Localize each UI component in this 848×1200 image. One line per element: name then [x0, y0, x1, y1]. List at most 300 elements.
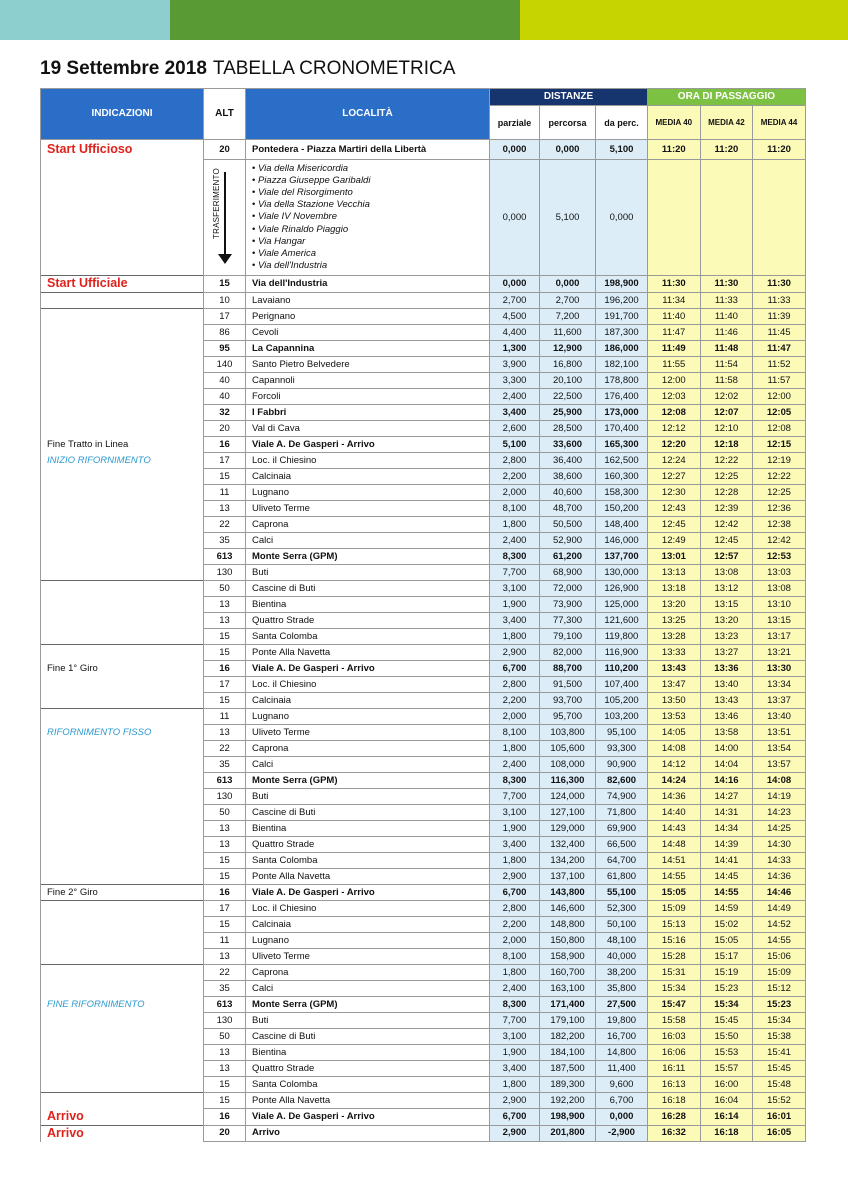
row-indication [41, 965, 204, 981]
row-indication [41, 597, 204, 613]
row-media-42: 14:59 [700, 901, 753, 917]
row-media-40: 14:08 [648, 741, 701, 757]
row-percorsa: 25,900 [540, 405, 596, 421]
row-parziale: 4,400 [490, 325, 540, 341]
row-percorsa: 124,000 [540, 789, 596, 805]
row-parziale: 2,900 [490, 645, 540, 661]
row-location: Quattro Strade [246, 837, 490, 853]
row-parziale: 6,700 [490, 1109, 540, 1126]
table-row [41, 693, 806, 709]
row-media-44: 11:20 [753, 140, 806, 160]
row-alt: 16 [204, 437, 246, 453]
row-percorsa: 179,100 [540, 1013, 596, 1029]
row-media-40: 12:43 [648, 501, 701, 517]
indication-label: Fine 2° Giro [47, 886, 98, 898]
row-parziale: 3,400 [490, 837, 540, 853]
row-media-44: 11:45 [753, 325, 806, 341]
row-media-40: 13:53 [648, 709, 701, 725]
table-row [41, 725, 806, 741]
table-row [41, 917, 806, 933]
row-alt: 13 [204, 613, 246, 629]
table-row [41, 645, 806, 661]
row-parziale: 1,800 [490, 629, 540, 645]
row-alt: 50 [204, 581, 246, 597]
row-alt: 15 [204, 869, 246, 885]
street-list [252, 163, 486, 273]
row-media-44: 13:34 [753, 677, 806, 693]
row-location: Loc. il Chiesino [246, 677, 490, 693]
row-indication [41, 1109, 204, 1126]
row-media-42: 15:19 [700, 965, 753, 981]
row-media-44: 14:30 [753, 837, 806, 853]
row-media-40: 16:18 [648, 1093, 701, 1109]
row-location: Caprona [246, 741, 490, 757]
row-indication [41, 341, 204, 357]
row-parziale: 6,700 [490, 885, 540, 901]
row-location: Caprona [246, 517, 490, 533]
row-media-44 [753, 160, 806, 276]
row-indication [41, 949, 204, 965]
row-location: Loc. il Chiesino [246, 453, 490, 469]
row-media-40: 13:25 [648, 613, 701, 629]
row-percorsa: 0,000 [540, 276, 596, 293]
row-indication [41, 581, 204, 597]
row-parziale: 6,700 [490, 661, 540, 677]
row-media-44: 11:30 [753, 276, 806, 293]
row-media-40: 13:33 [648, 645, 701, 661]
row-media-40: 13:18 [648, 581, 701, 597]
row-percorsa: 33,600 [540, 437, 596, 453]
table-row [41, 549, 806, 565]
row-indication [41, 853, 204, 869]
row-media-44: 14:49 [753, 901, 806, 917]
row-media-40: 16:03 [648, 1029, 701, 1045]
row-media-42: 11:33 [700, 293, 753, 309]
row-alt: 20 [204, 421, 246, 437]
row-percorsa: 171,400 [540, 997, 596, 1013]
table-row [41, 437, 806, 453]
indication-label: INIZIO RIFORNIMENTO [47, 454, 151, 466]
row-da-perc: 116,900 [596, 645, 648, 661]
row-location: Calcinaia [246, 693, 490, 709]
row-media-40 [648, 160, 701, 276]
row-percorsa: 48,700 [540, 501, 596, 517]
row-media-44: 13:57 [753, 757, 806, 773]
top-bar-green-segment [170, 0, 520, 40]
row-indication [41, 373, 204, 389]
row-indication [41, 1029, 204, 1045]
row-media-44: 11:33 [753, 293, 806, 309]
row-alt: 20 [204, 140, 246, 160]
row-location: Ponte Alla Navetta [246, 645, 490, 661]
row-media-44: 15:52 [753, 1093, 806, 1109]
row-media-42: 14:45 [700, 869, 753, 885]
row-parziale: 2,900 [490, 1093, 540, 1109]
row-media-42: 15:57 [700, 1061, 753, 1077]
table-row [41, 789, 806, 805]
row-parziale: 8,100 [490, 725, 540, 741]
row-location: Buti [246, 565, 490, 581]
row-parziale: 1,800 [490, 853, 540, 869]
row-location: Monte Serra (GPM) [246, 997, 490, 1013]
row-parziale: 7,700 [490, 789, 540, 805]
row-media-42: 15:17 [700, 949, 753, 965]
row-parziale: 2,000 [490, 485, 540, 501]
row-alt: 13 [204, 725, 246, 741]
row-percorsa: 95,700 [540, 709, 596, 725]
row-parziale: 3,900 [490, 357, 540, 373]
table-row [41, 1061, 806, 1077]
header-alt: ALT [204, 89, 246, 140]
row-percorsa: 79,100 [540, 629, 596, 645]
row-percorsa: 93,700 [540, 693, 596, 709]
row-parziale: 2,400 [490, 981, 540, 997]
table-row-trasferimento [41, 160, 806, 276]
row-da-perc: 40,000 [596, 949, 648, 965]
row-da-perc: 61,800 [596, 869, 648, 885]
row-location: Cascine di Buti [246, 1029, 490, 1045]
indication-label: Fine 1° Giro [47, 662, 98, 674]
row-media-44: 13:37 [753, 693, 806, 709]
row-media-44: 16:01 [753, 1109, 806, 1126]
top-bar-teal-segment [0, 0, 170, 40]
row-media-44: 12:22 [753, 469, 806, 485]
row-percorsa: 116,300 [540, 773, 596, 789]
row-alt: 22 [204, 517, 246, 533]
row-alt: 130 [204, 789, 246, 805]
row-location: Bientina [246, 821, 490, 837]
row-location: Cascine di Buti [246, 805, 490, 821]
row-percorsa: 36,400 [540, 453, 596, 469]
row-alt: 13 [204, 501, 246, 517]
row-parziale: 1,900 [490, 1045, 540, 1061]
row-location: Santa Colomba [246, 629, 490, 645]
row-parziale: 2,200 [490, 917, 540, 933]
row-parziale: 3,300 [490, 373, 540, 389]
row-parziale: 0,000 [490, 140, 540, 160]
row-location: Ponte Alla Navetta [246, 869, 490, 885]
row-media-44: 15:23 [753, 997, 806, 1013]
row-alt: 130 [204, 1013, 246, 1029]
row-indication [41, 1013, 204, 1029]
row-percorsa: 61,200 [540, 549, 596, 565]
row-indication [41, 357, 204, 373]
row-media-42: 13:27 [700, 645, 753, 661]
row-media-40: 15:58 [648, 1013, 701, 1029]
table-row [41, 293, 806, 309]
row-location: Quattro Strade [246, 1061, 490, 1077]
table-row [41, 373, 806, 389]
row-parziale: 2,800 [490, 453, 540, 469]
row-location: Calcinaia [246, 917, 490, 933]
row-location: Calcinaia [246, 469, 490, 485]
row-indication [41, 469, 204, 485]
row-da-perc: 119,800 [596, 629, 648, 645]
table-row [41, 837, 806, 853]
header-media-42: MEDIA 42 [700, 106, 753, 140]
indication-label: Fine Tratto in Linea [47, 438, 129, 450]
row-percorsa: 22,500 [540, 389, 596, 405]
row-indication [41, 629, 204, 645]
row-indication [41, 485, 204, 501]
row-media-42: 14:00 [700, 741, 753, 757]
row-da-perc: 0,000 [596, 160, 648, 276]
row-da-perc: 35,800 [596, 981, 648, 997]
row-alt: 11 [204, 485, 246, 501]
row-media-44: 15:12 [753, 981, 806, 997]
row-alt: 86 [204, 325, 246, 341]
table-row [41, 981, 806, 997]
row-media-40: 11:55 [648, 357, 701, 373]
row-media-42: 13:08 [700, 565, 753, 581]
row-media-44: 12:36 [753, 501, 806, 517]
row-percorsa: 77,300 [540, 613, 596, 629]
row-parziale: 2,000 [490, 709, 540, 725]
row-indication [41, 1093, 204, 1109]
row-location: Santo Pietro Belvedere [246, 357, 490, 373]
row-parziale: 2,800 [490, 901, 540, 917]
row-alt: 40 [204, 373, 246, 389]
row-media-40: 13:47 [648, 677, 701, 693]
row-media-40: 11:30 [648, 276, 701, 293]
row-location: Ponte Alla Navetta [246, 1093, 490, 1109]
row-parziale: 1,800 [490, 965, 540, 981]
table-row [41, 821, 806, 837]
row-alt: 13 [204, 1061, 246, 1077]
row-media-44: 12:38 [753, 517, 806, 533]
row-media-42: 11:46 [700, 325, 753, 341]
row-alt: 13 [204, 1045, 246, 1061]
table-row [41, 565, 806, 581]
row-alt: 613 [204, 997, 246, 1013]
row-media-42: 15:50 [700, 1029, 753, 1045]
row-media-44: 12:00 [753, 389, 806, 405]
row-indication [41, 901, 204, 917]
row-media-42: 14:31 [700, 805, 753, 821]
row-media-42 [700, 160, 753, 276]
row-percorsa: 201,800 [540, 1125, 596, 1142]
row-media-40: 13:43 [648, 661, 701, 677]
row-media-44: 13:54 [753, 741, 806, 757]
row-media-44: 13:08 [753, 581, 806, 597]
row-alt: 15 [204, 693, 246, 709]
down-arrow-icon [224, 172, 226, 256]
row-media-42: 15:02 [700, 917, 753, 933]
row-media-40: 14:36 [648, 789, 701, 805]
row-location: Forcoli [246, 389, 490, 405]
table-row [41, 1109, 806, 1126]
row-location: Uliveto Terme [246, 949, 490, 965]
row-media-42: 15:45 [700, 1013, 753, 1029]
row-parziale: 1,300 [490, 341, 540, 357]
row-da-perc: 27,500 [596, 997, 648, 1013]
row-parziale: 2,400 [490, 757, 540, 773]
row-media-40: 15:34 [648, 981, 701, 997]
row-alt: 22 [204, 741, 246, 757]
row-indication [41, 917, 204, 933]
top-color-bar [0, 0, 848, 40]
row-media-42: 13:20 [700, 613, 753, 629]
row-media-40: 13:13 [648, 565, 701, 581]
row-media-40: 11:40 [648, 309, 701, 325]
row-media-42: 12:22 [700, 453, 753, 469]
row-indication [41, 981, 204, 997]
row-alt: 50 [204, 1029, 246, 1045]
row-indication [41, 1045, 204, 1061]
table-row [41, 901, 806, 917]
row-percorsa: 5,100 [540, 160, 596, 276]
row-media-44: 14:19 [753, 789, 806, 805]
row-parziale: 3,400 [490, 613, 540, 629]
row-indication [41, 565, 204, 581]
row-media-42: 15:23 [700, 981, 753, 997]
row-media-40: 15:05 [648, 885, 701, 901]
row-media-40: 15:47 [648, 997, 701, 1013]
row-da-perc: 146,000 [596, 533, 648, 549]
row-media-44: 14:52 [753, 917, 806, 933]
row-alt: 35 [204, 757, 246, 773]
row-indication [41, 933, 204, 949]
row-media-44: 13:15 [753, 613, 806, 629]
row-indication [41, 757, 204, 773]
row-indication [41, 549, 204, 565]
row-media-42: 16:00 [700, 1077, 753, 1093]
row-media-44: 14:08 [753, 773, 806, 789]
row-indication [41, 837, 204, 853]
row-da-perc: 158,300 [596, 485, 648, 501]
row-media-44: 13:40 [753, 709, 806, 725]
row-media-42: 14:39 [700, 837, 753, 853]
row-da-perc: 130,000 [596, 565, 648, 581]
table-row [41, 1029, 806, 1045]
row-alt: 35 [204, 533, 246, 549]
row-parziale: 0,000 [490, 160, 540, 276]
row-percorsa: 40,600 [540, 485, 596, 501]
row-da-perc: 170,400 [596, 421, 648, 437]
row-da-perc: 50,100 [596, 917, 648, 933]
row-media-44: 14:55 [753, 933, 806, 949]
row-location: La Capannina [246, 341, 490, 357]
row-media-40: 12:00 [648, 373, 701, 389]
row-parziale: 2,200 [490, 693, 540, 709]
row-alt: 613 [204, 773, 246, 789]
row-media-42: 12:18 [700, 437, 753, 453]
row-media-40: 12:08 [648, 405, 701, 421]
table-row [41, 1045, 806, 1061]
row-percorsa: 127,100 [540, 805, 596, 821]
street-item: • Viale America [252, 248, 486, 260]
row-alt: 17 [204, 453, 246, 469]
table-row [41, 341, 806, 357]
row-da-perc: 11,400 [596, 1061, 648, 1077]
row-location: Uliveto Terme [246, 725, 490, 741]
header-percorsa: percorsa [540, 106, 596, 140]
row-media-42: 11:30 [700, 276, 753, 293]
table-row [41, 581, 806, 597]
row-location: Calci [246, 757, 490, 773]
row-location: Val di Cava [246, 421, 490, 437]
row-parziale: 3,100 [490, 805, 540, 821]
row-location: Loc. il Chiesino [246, 901, 490, 917]
row-parziale: 1,800 [490, 1077, 540, 1093]
row-alt: 95 [204, 341, 246, 357]
table-row [41, 965, 806, 981]
row-media-42: 11:48 [700, 341, 753, 357]
row-location: Lugnano [246, 709, 490, 725]
row-parziale: 3,100 [490, 1029, 540, 1045]
row-parziale: 2,900 [490, 869, 540, 885]
row-percorsa: 143,800 [540, 885, 596, 901]
row-media-40: 13:50 [648, 693, 701, 709]
row-media-40: 15:31 [648, 965, 701, 981]
row-media-44: 12:05 [753, 405, 806, 421]
row-percorsa: 134,200 [540, 853, 596, 869]
row-location: Lavaiano [246, 293, 490, 309]
row-media-42: 14:27 [700, 789, 753, 805]
row-location: Buti [246, 789, 490, 805]
row-media-44: 11:52 [753, 357, 806, 373]
row-media-44: 11:47 [753, 341, 806, 357]
row-media-40: 12:12 [648, 421, 701, 437]
row-indication [41, 869, 204, 885]
table-row [41, 997, 806, 1013]
row-percorsa: 7,200 [540, 309, 596, 325]
row-location: Uliveto Terme [246, 501, 490, 517]
indication-label: Start Ufficiale [47, 276, 128, 290]
row-indication [41, 693, 204, 709]
row-alt: 15 [204, 629, 246, 645]
table-row [41, 533, 806, 549]
row-location: Bientina [246, 1045, 490, 1061]
row-indication [41, 160, 204, 276]
row-media-40: 14:43 [648, 821, 701, 837]
row-alt: 16 [204, 885, 246, 901]
row-percorsa: 16,800 [540, 357, 596, 373]
row-media-40: 13:20 [648, 597, 701, 613]
row-media-40: 12:03 [648, 389, 701, 405]
row-media-40: 11:20 [648, 140, 701, 160]
row-da-perc: 103,200 [596, 709, 648, 725]
row-da-perc: 9,600 [596, 1077, 648, 1093]
row-da-perc: 93,300 [596, 741, 648, 757]
row-location: Calci [246, 533, 490, 549]
row-percorsa: 189,300 [540, 1077, 596, 1093]
row-media-44: 14:46 [753, 885, 806, 901]
row-location: Viale A. De Gasperi - Arrivo [246, 437, 490, 453]
row-parziale: 8,100 [490, 949, 540, 965]
row-da-perc: 90,900 [596, 757, 648, 773]
row-media-44: 14:25 [753, 821, 806, 837]
table-row [41, 276, 806, 293]
row-media-40: 13:28 [648, 629, 701, 645]
row-indication [41, 677, 204, 693]
row-media-42: 15:34 [700, 997, 753, 1013]
row-parziale: 3,100 [490, 581, 540, 597]
table-row [41, 709, 806, 725]
trasferimento-streets [246, 160, 490, 276]
row-da-perc: 71,800 [596, 805, 648, 821]
row-location: Arrivo [246, 1125, 490, 1142]
row-alt: 15 [204, 1093, 246, 1109]
row-indication [41, 437, 204, 453]
row-media-44: 13:17 [753, 629, 806, 645]
row-da-perc: 69,900 [596, 821, 648, 837]
row-media-40: 15:28 [648, 949, 701, 965]
row-media-42: 13:58 [700, 725, 753, 741]
row-da-perc: 182,100 [596, 357, 648, 373]
trasferimento-label: TRASFERIMENTO [212, 168, 221, 239]
row-da-perc: 191,700 [596, 309, 648, 325]
